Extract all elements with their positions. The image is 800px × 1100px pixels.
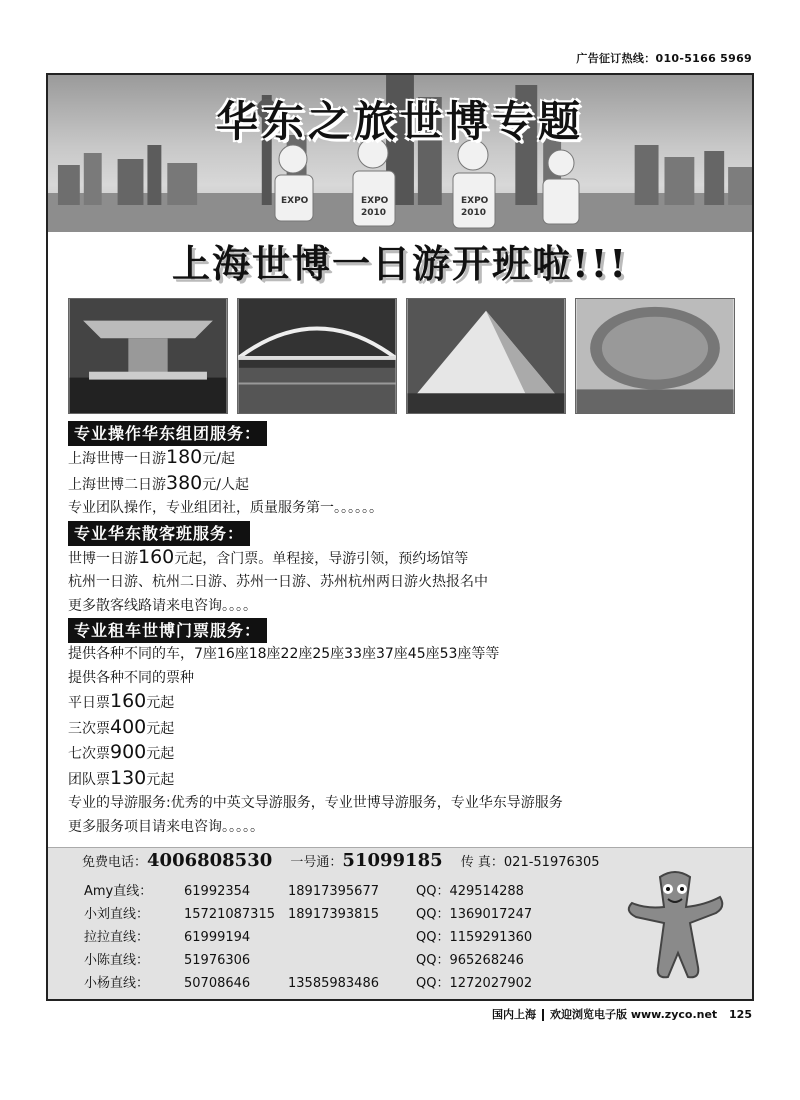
footer-section: 国内上海 [492,1008,537,1021]
photo-strip [48,298,752,424]
headline: 上海世博一日游开班啦!!! [171,241,629,286]
shirt-text: EXPO [361,196,389,206]
footer-site: 欢迎浏览电子版 www.zyco.net [550,1008,718,1021]
group-tour-section [68,421,752,521]
ticket-price-line: 团队票130元起 [68,766,175,789]
section-heading: 专业租车世博门票服务： [68,618,267,643]
shirt-text: EXPO [461,196,489,206]
contact-row: 拉拉直线： 61999194 QQ：1159291360 [84,930,533,945]
service-line: 更多散客线路请来电咨询。。。。 [68,597,257,614]
service-line: 世博一日游160元起，含门票。单程接，导游引领，预约场馆等 [68,545,469,568]
advertisement-frame [46,73,754,1001]
ticket-price-line: 三次票400元起 [68,715,175,738]
contact-row: 小刘直线： 15721087315 18917393815 QQ：1369017247 [84,907,533,922]
banner-title: 华东之旅世博专题 [215,97,584,146]
shirt-text: 2010 [361,208,387,218]
contact-row: Amy直线： 61992354 18917395677 QQ：429514288 [84,884,524,899]
lupu-bridge-night-photo [237,298,397,414]
service-line: 杭州一日游、杭州二日游、苏州一日游、苏州杭州两日游火热报名中 [68,574,488,590]
service-line: 更多服务项目请来电咨询。。。。。 [68,818,264,835]
fax-number: 021-51976305 [503,855,600,870]
ad-hotline: 广告征订热线：010-5166 5969 [576,52,752,65]
yihaotong-number: 51099185 [342,850,443,871]
haibao-mascot-icon [620,867,730,985]
shirt-text: 2010 [461,208,487,218]
ticket-price-line: 平日票160元起 [68,690,175,712]
page-number: 125 [729,1008,752,1021]
service-line: 提供各种不同的票种 [68,669,194,686]
china-pavilion-photo [68,298,228,414]
rental-ticket-section [68,618,752,839]
contact-row: 小陈直线： 51976306 QQ：965268246 [84,953,524,968]
individual-tour-section [68,521,752,619]
banner [48,75,752,232]
section-heading: 专业华东散客班服务： [68,521,250,546]
service-line: 上海世博二日游380元/人起 [68,471,249,494]
ticket-price-line: 七次票900元起 [68,741,175,763]
uk-seed-cathedral-photo [575,298,735,414]
service-line: 提供各种不同的车，7座16座18座22座25座33座37座45座53座等等 [68,646,500,662]
service-line: 专业的导游服务:优秀的中英文导游服务，专业世博导游服务，专业华东导游服务 [68,795,563,811]
free-phone-number: 4006808530 [147,850,273,871]
contact-panel [48,847,752,999]
section-heading: 专业操作华东组团服务： [68,421,267,446]
page-footer [492,1006,752,1022]
hotline-row: 免费电话：4006808530 一号通：51099185 传 真：021-51976305 [82,850,600,871]
service-line: 专业团队操作，专业组团社，质量服务第一。。。。。。 [68,500,383,516]
pavilion-exterior-photo [406,298,566,414]
service-line: 上海世博一日游180元/起 [68,446,235,468]
contact-row: 小杨直线： 50708646 13585983486 QQ：1272027902 [84,976,533,991]
shirt-text: EXPO [281,196,309,206]
